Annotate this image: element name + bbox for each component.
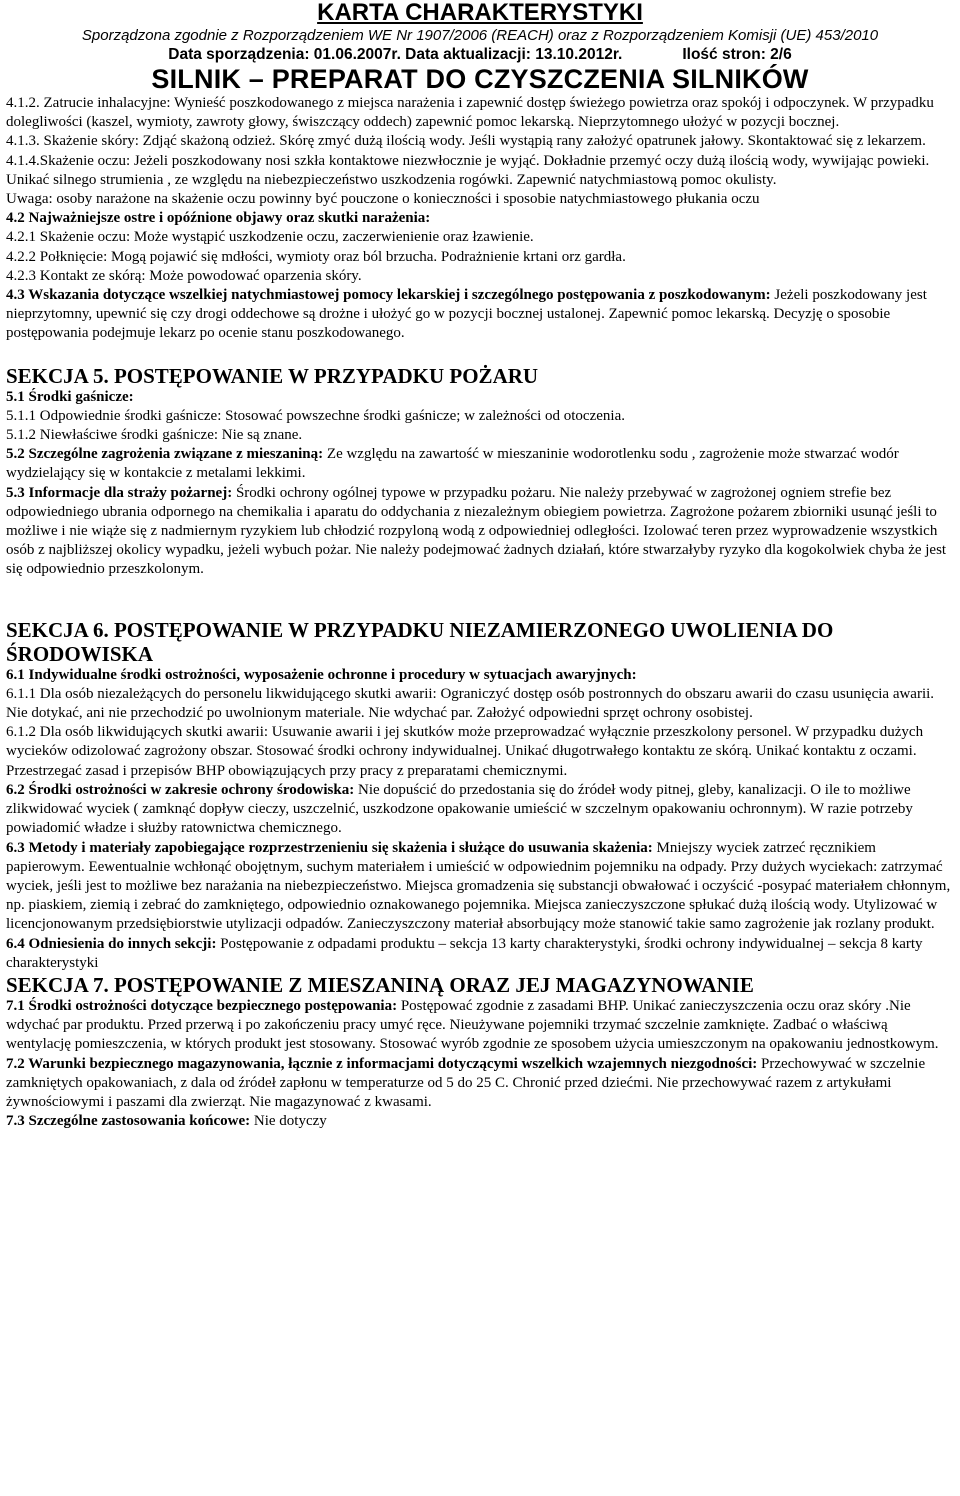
heading-6-2: 6.2 Środki ostrożności w zakresie ochrony środowiska: — [6, 781, 355, 798]
document-title: KARTA CHARAKTERYSTYKI — [317, 0, 643, 26]
heading-6-1: 6.1 Indywidualne środki ostrożności, wyposażenie ochronne i procedury w sytuacjach awaryjnych: — [6, 666, 637, 683]
text-6-3: Mniejszy wyciek zatrzeć ręcznikiem papierowym. Eewentualnie wchłonąć obojętnym, suchym materiałem i umieścić w odpowiednim pojemniku na odpady. Przy dużych wyciekach: zatrzymać wyciek, jeśli jest to możliwe bez narażania na niebezpieczeństwo. Miejsca gromadzenia się substancji obwałować i oczyścić -posypać materiałem chłonnym, np. piaskiem, ziemią i zebrać do zamkniętego, odpowiednio oznakowanego pojemnika. Miejsca zanieczyszczone spłukać dużą ilością wody. Utylizować w licencjonowanym przedsiębiorstwie utylizacji odpadów. Zanieczyszczony materiał absorbujący może stanowić takie samo zagrożenie jak rozlany produkt. — [6, 839, 951, 933]
document-header — [4, 0, 956, 94]
text-6-2: Nie dopuścić do przedostania się do źródeł wody pitnej, gleby, kanalizacji. O ile to możliwe zlikwidować wyciek ( zamknąć dopływ cieczy, uszczelnić, uszkodzone opakowanie umieścić w szczelnym opakowaniu ochronnym). W razie potrzeby powiadomić władze i służby ratownictwa chemicznego. — [6, 781, 913, 837]
paragraph-4-1-3: 4.1.3. Skażenie skóry: Zdjąć skażoną odzież. Skórę zmyć dużą ilością wody. Jeśli wystąpią rany założyć opatrunek jałowy. Skontaktować się z lekarzem. — [6, 133, 926, 150]
section-7-heading: SEKCJA 7. POSTĘPOWANIE Z MIESZANINĄ ORAZ JEJ MAGAZYNOWANIE — [6, 972, 754, 997]
paragraph-4-1-4: 4.1.4.Skażenie oczu: Jeżeli poszkodowany nosi szkła kontaktowe niezwłocznie je wyjąć. Dokładnie przemyć oczy dużą ilością wody, wywijając powieki. Unikać silnego strumienia , ze względu na niebezpieczeństwo uszkodzenia rogówki. Zapewnić natychmiastową pomoc okulisty. — [6, 152, 930, 188]
heading-6-4: 6.4 Odniesienia do innych sekcji: — [6, 935, 217, 952]
paragraph-4-3 — [6, 286, 954, 344]
dates-text: Data sporządzenia: 01.06.2007r. Data aktualizacji: 13.10.2012r. — [168, 46, 623, 63]
heading-7-2: 7.2 Warunki bezpiecznego magazynowania, łącznie z informacjami dotyczącymi wszelkich wzajemnych niezgodności: — [6, 1055, 758, 1072]
paragraph-4-2-3: 4.2.3 Kontakt ze skórą: Może powodować oparzenia skóry. — [6, 267, 362, 284]
paragraph-4-2-1: 4.2.1 Skażenie oczu: Może wystąpić uszkodzenie oczu, zaczerwienienie oraz łzawienie. — [6, 229, 534, 246]
paragraph-7-3 — [6, 1112, 954, 1131]
section-6-heading: SEKCJA 6. POSTĘPOWANIE W PRZYPADKU NIEZAMIERZONEGO UWOLIENIA DO ŚRODOWISKA — [6, 617, 834, 666]
text-6-4: Postępowanie z odpadami produktu – sekcja 13 karty charakterystyki, środki ochrony indywidualnej – sekcja 8 karty charakterystyki — [6, 935, 923, 971]
paragraph-6-1-2: 6.1.2 Dla osób likwidujących skutki awarii: Usuwanie awarii i jej skutków może przeprowadzać wyłącznie przeszkolony personel. W przypadku dużych wycieków odizolować zagrożony obszar. Stosować środki ochrony indywidualnej. Unikać długotrwałego kontaktu ze skórą. Unikać kontaktu z oczami. Przestrzegać zasad i przepisów BHP obowiązujących przy pracy z preparatami chemicznymi. — [6, 724, 924, 779]
paragraph-4-2-2: 4.2.2 Połknięcie: Mogą pojawić się mdłości, wymioty oraz ból brzucha. Podrażnienie krtani orz gardła. — [6, 248, 626, 265]
text-5-2: Ze względu na zawartość w mieszaninie wodorotlenku sodu , zagrożenie może stwarzać wodór wydzielający się w kontakcie z metalami lekkimi. — [6, 446, 899, 482]
text-4-3: Jeżeli poszkodowany jest nieprzytomny, upewnić się czy drogi oddechowe są drożne i ułożyć go w pozycji bocznej ustalonej. Zapewnić pomoc lekarską. Decyzję o sposobie postępowania podejmuje lekarz po ocenie stanu poszkodowanego. — [6, 287, 927, 342]
page-count: Ilość stron: 2/6 — [682, 46, 792, 63]
paragraph-4-1-2: 4.1.2. Zatrucie inhalacyjne: Wynieść poszkodowanego z miejsca narażenia i zapewnić dostęp świeżego powietrza oraz spokój i odpoczynek. W przypadku dolegliwości (kaszel, wymioty, zawroty głowy, świszczący oddech) zapewnić pomoc lekarską. Nieprzytomnego ułożyć w pozycji bocznej. — [6, 95, 934, 131]
text-7-2: Przechowywać w szczelnie zamkniętych opakowaniach, z dala od źródeł zapłonu w temperaturze od 5 do 25 C. Chronić przed dziećmi. Nie przechowywać razem z artykułami żywnościowymi i paszami dla zwierząt. Nie magazynować z kwasami. — [6, 1055, 926, 1110]
paragraph-6-2 — [6, 781, 954, 839]
regulation-subtitle: Sporządzona zgodnie z Rozporządzeniem WE Nr 1907/2006 (REACH) oraz z Rozporządzeniem Komisji (UE) 453/2010 — [81, 27, 879, 44]
paragraph-6-1-1: 6.1.1 Dla osób niezależących do personelu likwidującego skutki awarii: Ograniczyć dostęp osób postronnych do obszaru awarii do czasu usunięcia awarii. Nie dotykać, ani nie przechodzić po uwolnionym materiale. Nie wdychać par. Założyć odpowiedni sprzęt ochrony osobistej. — [6, 685, 935, 722]
section-5-heading: SEKCJA 5. POSTĘPOWANIE W PRZYPADKU POŻARU — [6, 363, 539, 388]
paragraph-7-1 — [6, 997, 954, 1055]
paragraph-7-2 — [6, 1055, 954, 1113]
dates-line — [4, 45, 956, 65]
text-7-3: Nie dotyczy — [250, 1113, 327, 1130]
heading-7-3: 7.3 Szczególne zastosowania końcowe: — [6, 1113, 251, 1130]
paragraph-5-1-2: 5.1.2 Niewłaściwe środki gaśnicze: Nie są znane. — [6, 427, 303, 444]
paragraph-5-3 — [6, 484, 954, 580]
paragraph-6-3 — [6, 839, 954, 935]
heading-7-1: 7.1 Środki ostrożności dotyczące bezpiecznego postępowania: — [6, 997, 398, 1014]
heading-5-2: 5.2 Szczególne zagrożenia związane z mieszaniną: — [6, 446, 324, 463]
heading-5-1: 5.1 Środki gaśnicze: — [6, 388, 134, 405]
heading-4-3: 4.3 Wskazania dotyczące wszelkiej natychmiastowej pomocy lekarskiej i szczególnego postępowania z poszkodowanym: — [6, 287, 771, 304]
text-7-1: Postępować zgodnie z zasadami BHP. Unikać zanieczyszczenia oczu oraz skóry .Nie wdychać par produktu. Przed przerwą i po zakończeniu pracy umyć ręce. Nieużywane pojemniki trzymać szczelnie zamknięte. Zadbać o właściwą wentylację pomieszczenia, w których produkt jest stosowany. Stosować wyrób zgodnie ze sposobem użycia umieszczonym na opakowaniu jednostkowym. — [6, 997, 939, 1053]
heading-6-3: 6.3 Metody i materiały zapobiegające rozprzestrzenieniu się skażenia i służące do usuwania skażenia: — [6, 839, 653, 856]
paragraph-5-2 — [6, 445, 954, 483]
document-body — [4, 94, 956, 1131]
paragraph-uwaga: Uwaga: osoby narażone na skażenie oczu powinny być pouczone o konieczności i sposobie natychmiastowego płukania oczu — [6, 191, 760, 208]
heading-4-2: 4.2 Najważniejsze ostre i opóźnione objawy oraz skutki narażenia: — [6, 210, 431, 227]
heading-5-3: 5.3 Informacje dla straży pożarnej: — [6, 484, 233, 501]
paragraph-5-1-1: 5.1.1 Odpowiednie środki gaśnicze: Stosować powszechne środki gaśnicze; w zależności od otoczenia. — [6, 407, 625, 424]
paragraph-6-4 — [6, 935, 954, 973]
product-name: SILNIK – PREPARAT DO CZYSZCZENIA SILNIKÓW — [151, 64, 809, 94]
text-5-3: Środki ochrony ogólnej typowe w przypadku pożaru. Nie należy przebywać w zagrożonej ogniem strefie bez odpowiedniego ubrania odpornego na chemikalia i aparatu do oddychania z niezależnym obiegiem powietrza. Zagrożone pożarem zbiorniki usunąć jeśli to możliwe i nie wiąże się z nadmiernym ryzykiem lub chłodzić rozpyloną wodą z odpowiedniej odległości. Izolować teren przez wyprowadzenie wszystkich osób z najbliższej okolicy wypadku, jeżeli wybuch pożar. Nie należy podejmować żadnych działań, które stwarzałyby ryzyko dla kogokolwiek chyba że jest się odpowiednio przeszkolonym. — [6, 484, 947, 578]
